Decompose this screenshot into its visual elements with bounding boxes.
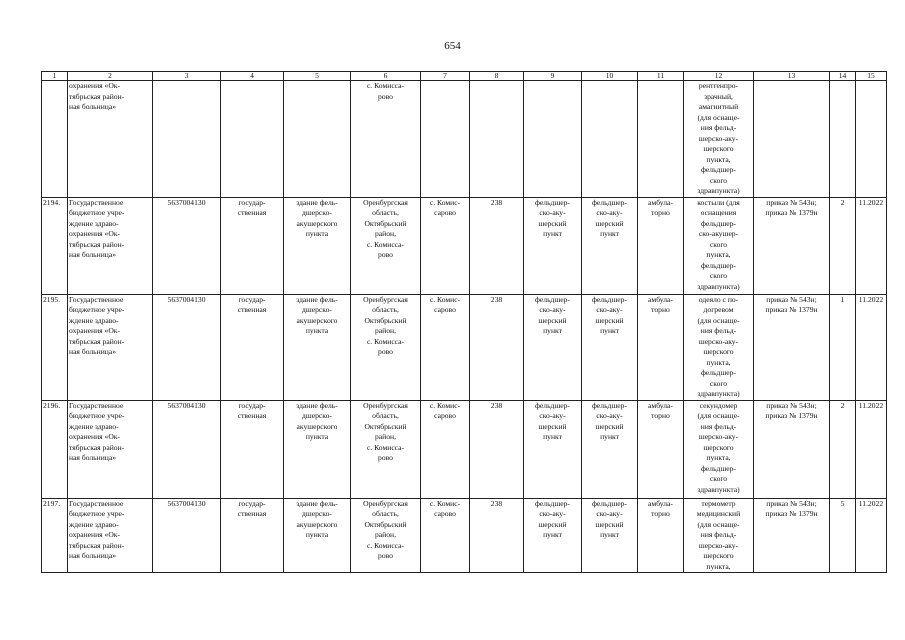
column-number: 2 [68, 72, 153, 81]
care-mode-cell: амбула- торно [638, 294, 684, 400]
ownership-cell: государ- ственная [221, 294, 284, 400]
column-number: 12 [684, 72, 754, 81]
table-row [42, 498, 887, 573]
building-cell: здание фель- дшерско- акушерского пункта [284, 294, 351, 400]
registry-table [41, 71, 887, 573]
table-row [42, 197, 887, 294]
order-cell: приказ № 543н; приказ № 1379н [754, 197, 830, 294]
inn-cell: 5637004130 [153, 400, 221, 498]
column-number: 9 [524, 72, 582, 81]
table-cell [153, 81, 221, 198]
care-mode-cell: амбула- торно [638, 400, 684, 498]
table-cell [470, 81, 524, 198]
equipment-cell: секундомер (для оснаще- ния фельд- шерско-аку- шерского пункта, фельдшер- ского здравпункта) [684, 400, 754, 498]
column-number: 13 [754, 72, 830, 81]
facility-type-cell: фельдшер- ско-аку- шерский пункт [524, 498, 582, 573]
population-cell: 238 [470, 498, 524, 573]
column-number: 10 [582, 72, 638, 81]
address-cell: Оренбургская область, Октябрьский район, с. Комисса- рово [351, 498, 421, 573]
institution-cell: Государственное бюджетное учре- ждение здраво- охранения «Ок- тябрьская район- ная больница» [68, 294, 153, 400]
table-cell [284, 81, 351, 198]
inn-cell: 5637004130 [153, 197, 221, 294]
page-number: 654 [444, 40, 461, 52]
row-number-cell: 2195. [42, 294, 68, 400]
address-cell: с. Комисса- рово [351, 81, 421, 198]
column-number: 5 [284, 72, 351, 81]
population-cell: 238 [470, 400, 524, 498]
institution-cell: Государственное бюджетное учре- ждение здраво- охранения «Ок- тябрьская район- ная больница» [68, 400, 153, 498]
column-number: 15 [856, 72, 887, 81]
equipment-cell: костыли (для оснащения фельдшер- ско-акушер- ского пункта, фельдшер- ского здравпункта) [684, 197, 754, 294]
date-cell: 11.2022 [856, 400, 887, 498]
equipment-cell: термометр медицинский (для оснаще- ния фельд- шерско-аку- шерского пункта, [684, 498, 754, 573]
locality-cell: с. Комис- сарово [421, 197, 470, 294]
column-number: 4 [221, 72, 284, 81]
ownership-cell: государ- ственная [221, 197, 284, 294]
population-cell: 238 [470, 294, 524, 400]
facility-type-cell: фельдшер- ско-аку- шерский пункт [582, 498, 638, 573]
column-number: 8 [470, 72, 524, 81]
table-cell [421, 81, 470, 198]
inn-cell: 5637004130 [153, 294, 221, 400]
locality-cell: с. Комис- сарово [421, 498, 470, 573]
facility-type-cell: фельдшер- ско-аку- шерский пункт [524, 294, 582, 400]
column-number: 7 [421, 72, 470, 81]
address-cell: Оренбургская область, Октябрьский район, с. Комисса- рово [351, 400, 421, 498]
institution-cell: Государственное бюджетное учре- ждение здраво- охранения «Ок- тябрьская район- ная больница» [68, 498, 153, 573]
column-number: 3 [153, 72, 221, 81]
table-cell [856, 81, 887, 198]
table-cell [754, 81, 830, 198]
facility-type-cell: фельдшер- ско-аку- шерский пункт [582, 197, 638, 294]
population-cell: 238 [470, 197, 524, 294]
care-mode-cell: амбула- торно [638, 197, 684, 294]
institution-cell: охранения «Ок- тябрьская район- ная больница» [68, 81, 153, 198]
date-cell: 11.2022 [856, 498, 887, 573]
table-row [42, 294, 887, 400]
ownership-cell: государ- ственная [221, 400, 284, 498]
order-cell: приказ № 543н; приказ № 1379н [754, 400, 830, 498]
facility-type-cell: фельдшер- ско-аку- шерский пункт [582, 294, 638, 400]
quantity-cell: 5 [830, 498, 856, 573]
locality-cell: с. Комис- сарово [421, 294, 470, 400]
table-cell [638, 81, 684, 198]
column-number: 1 [42, 72, 68, 81]
table-row [42, 400, 887, 498]
address-cell: Оренбургская область, Октябрьский район, с. Комисса- рово [351, 294, 421, 400]
facility-type-cell: фельдшер- ско-аку- шерский пункт [524, 400, 582, 498]
continuation-row [42, 81, 887, 198]
row-number-cell: 2197. [42, 498, 68, 573]
order-cell: приказ № 543н; приказ № 1379н [754, 498, 830, 573]
building-cell: здание фель- дшерско- акушерского пункта [284, 197, 351, 294]
locality-cell: с. Комис- сарово [421, 400, 470, 498]
row-number-cell: 2196. [42, 400, 68, 498]
quantity-cell: 1 [830, 294, 856, 400]
date-cell: 11.2022 [856, 197, 887, 294]
ownership-cell: государ- ственная [221, 498, 284, 573]
equipment-cell: рентгенпро- зрачный, амагнитный (для оснаще- ния фельд- шерско-аку- шерского пункта, фельдшер- ского здравпункта) [684, 81, 754, 198]
table-cell [830, 81, 856, 198]
facility-type-cell: фельдшер- ско-аку- шерский пункт [582, 400, 638, 498]
date-cell: 11.2022 [856, 294, 887, 400]
address-cell: Оренбургская область, Октябрьский район, с. Комисса- рово [351, 197, 421, 294]
table-cell [42, 81, 68, 198]
institution-cell: Государственное бюджетное учре- ждение здраво- охранения «Ок- тябрьская район- ная больница» [68, 197, 153, 294]
column-number-row [42, 72, 887, 81]
table-cell [524, 81, 582, 198]
table-cell [221, 81, 284, 198]
table-cell [582, 81, 638, 198]
facility-type-cell: фельдшер- ско-аку- шерский пункт [524, 197, 582, 294]
row-number-cell: 2194. [42, 197, 68, 294]
inn-cell: 5637004130 [153, 498, 221, 573]
building-cell: здание фель- дшерско- акушерского пункта [284, 498, 351, 573]
quantity-cell: 2 [830, 400, 856, 498]
column-number: 11 [638, 72, 684, 81]
quantity-cell: 2 [830, 197, 856, 294]
column-number: 14 [830, 72, 856, 81]
order-cell: приказ № 543н; приказ № 1379н [754, 294, 830, 400]
building-cell: здание фель- дшерско- акушерского пункта [284, 400, 351, 498]
care-mode-cell: амбула- торно [638, 498, 684, 573]
column-number: 6 [351, 72, 421, 81]
equipment-cell: одеяло с по- догревом (для оснаще- ния фельд- шерско-аку- шерского пункта, фельдшер- ского здравпункта) [684, 294, 754, 400]
